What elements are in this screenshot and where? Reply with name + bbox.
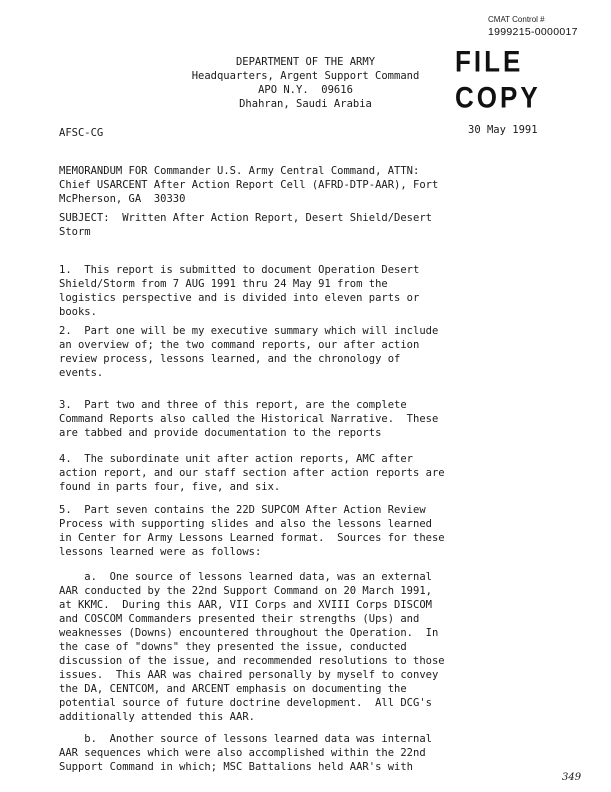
paragraph-line: AAR conducted by the 22nd Support Command on 20 March 1991, (59, 585, 432, 597)
paragraph-line: Command Reports also called the Historical Narrative. These (59, 413, 439, 425)
paragraph-line: action report, and our staff section after action reports are (59, 467, 445, 479)
paragraph-line: found in parts four, five, and six. (59, 481, 281, 493)
paragraph-line: potential source of future doctrine development. All DCG's (59, 697, 432, 709)
paragraph-line: a. One source of lessons learned data, was an external (59, 571, 432, 583)
paragraph-line: weaknesses (Downs) encountered throughout the Operation. In (59, 627, 439, 639)
memo-for-line: MEMORANDUM FOR Commander U.S. Army Central Command, ATTN: (59, 165, 420, 177)
control-label: CMAT Control # (488, 15, 545, 24)
paragraph-line: issues. This AAR was chaired personally by myself to convey (59, 669, 439, 681)
paragraph-line: books. (59, 306, 97, 318)
paragraph-line: discussion of the issue, and recommended resolutions to those (59, 655, 445, 667)
paragraph-line: and COSCOM Commanders presented their strengths (Ups) and (59, 613, 420, 625)
memo-for-line: Chief USARCENT After Action Report Cell (AFRD-DTP-AAR), Fort (59, 179, 439, 191)
paragraph-line: Shield/Storm from 7 AUG 1991 thru 24 May 91 from the (59, 278, 388, 290)
paragraph-line: AAR sequences which were also accomplished within the 22nd (59, 747, 426, 759)
paragraph-line: events. (59, 367, 104, 379)
paragraph-line: 2. Part one will be my executive summary which will include (59, 325, 439, 337)
memo-for-line: McPherson, GA 30330 (59, 193, 186, 205)
letterhead-apo: APO N.Y. 09616 (258, 84, 353, 96)
paragraph-line: the DA, CENTCOM, and ARCENT emphasis on documenting the (59, 683, 407, 695)
paragraph-line: 3. Part two and three of this report, are the complete (59, 399, 407, 411)
paragraph-line: the case of "downs" they presented the issue, conducted (59, 641, 407, 653)
file-copy-stamp: FILE COPY (455, 44, 541, 115)
subject-line: SUBJECT: Written After Action Report, Desert Shield/Desert (59, 212, 432, 224)
letterhead-location: Dhahran, Saudi Arabia (239, 98, 372, 110)
paragraph-line: lessons learned were as follows: (59, 546, 262, 558)
paragraph-line: at KKMC. During this AAR, VII Corps and XVIII Corps DISCOM (59, 599, 432, 611)
paragraph-line: are tabbed and provide documentation to the reports (59, 427, 382, 439)
letterhead-command: Headquarters, Argent Support Command (191, 70, 420, 82)
paragraph-line: logistics perspective and is divided into eleven parts or (59, 292, 420, 304)
paragraph-line: an overview of; the two command reports, our after action (59, 339, 420, 351)
paragraph-line: in Center for Army Lessons Learned format. Sources for these (59, 532, 445, 544)
paragraph-line: review process, lessons learned, and the chronology of (59, 353, 401, 365)
office-symbol: AFSC-CG (59, 127, 104, 139)
paragraph-line: 5. Part seven contains the 22D SUPCOM After Action Review (59, 504, 426, 516)
handwritten-page-number: 349 (562, 772, 582, 783)
paragraph-line: Process with supporting slides and also the lessons learned (59, 518, 432, 530)
subject-line: Storm (59, 226, 91, 238)
paragraph-line: Support Command in which; MSC Battalions held AAR's with (59, 761, 414, 773)
control-number: 1999215-0000017 (488, 26, 578, 38)
paragraph-line: 1. This report is submitted to document Operation Desert (59, 264, 420, 276)
paragraph-line: additionally attended this AAR. (59, 711, 255, 723)
letterhead-department: DEPARTMENT OF THE ARMY (235, 56, 376, 68)
paragraph-line: b. Another source of lessons learned data was internal (59, 733, 432, 745)
memo-date: 30 May 1991 (468, 124, 538, 136)
paragraph-line: 4. The subordinate unit after action reports, AMC after (59, 453, 414, 465)
